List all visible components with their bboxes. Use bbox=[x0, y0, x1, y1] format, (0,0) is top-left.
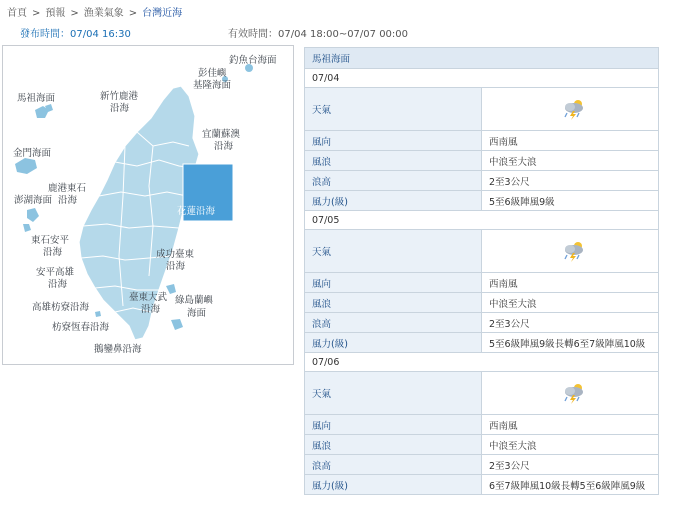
wind-dir-value: 西南風 bbox=[482, 131, 659, 151]
wind-force-label: 風力(級) bbox=[305, 475, 482, 495]
weather-cell bbox=[482, 372, 659, 415]
wind-dir-value: 西南風 bbox=[482, 415, 659, 435]
wind-dir-label: 風向 bbox=[305, 273, 482, 293]
breadcrumb-fishery-weather[interactable]: 漁業氣象 bbox=[83, 8, 124, 19]
penghu-island-icon bbox=[27, 208, 39, 222]
taiwan-map-svg bbox=[3, 46, 293, 364]
label-pengjiayu[interactable]: 彭佳嶼 bbox=[198, 68, 227, 79]
label-anping-kaohsiung[interactable]: 安平高雄 bbox=[36, 267, 75, 278]
label-green-island-lanyu[interactable]: 綠島蘭嶼 bbox=[175, 295, 214, 306]
wind-dir-label: 風向 bbox=[305, 415, 482, 435]
label-penghu[interactable]: 澎湖海面 bbox=[14, 195, 53, 206]
forecast-date: 07/04 bbox=[305, 69, 659, 88]
wave-value: 中浪至大浪 bbox=[482, 151, 659, 171]
forecast-area-title: 馬祖海面 bbox=[305, 48, 659, 69]
label-kinmen[interactable]: 金門海面 bbox=[13, 148, 52, 159]
weather-cell bbox=[482, 230, 659, 273]
label-yilan-suao[interactable]: 宜蘭蘇澳 bbox=[202, 129, 241, 140]
breadcrumb bbox=[7, 4, 182, 19]
wind-force-value: 6至7級陣風10級長轉5至6級陣風9級 bbox=[482, 475, 659, 495]
wave-height-label: 浪高 bbox=[305, 171, 482, 191]
breadcrumb-separator: > bbox=[32, 8, 41, 19]
label-hsinchu-lugang-coast[interactable]: 沿海 bbox=[110, 103, 130, 114]
thunderstorm-icon bbox=[560, 381, 588, 405]
label-hualien[interactable]: 花蓮沿海 bbox=[177, 206, 216, 217]
weather-label: 天氣 bbox=[305, 372, 482, 415]
wave-value: 中浪至大浪 bbox=[482, 435, 659, 455]
label-lugang-dongshi[interactable]: 鹿港東石 bbox=[48, 183, 87, 194]
label-dongshi-anping[interactable]: 東石安平 bbox=[31, 235, 70, 246]
label-kaohsiung-fangliao[interactable]: 高雄枋寮沿海 bbox=[32, 302, 90, 313]
lanyu-island-icon bbox=[171, 319, 183, 330]
label-diaoyutai[interactable]: 釣魚台海面 bbox=[229, 55, 277, 66]
forecast-date: 07/05 bbox=[305, 211, 659, 230]
breadcrumb-home[interactable]: 首頁 bbox=[7, 8, 27, 19]
kinmen-island-icon bbox=[15, 158, 37, 174]
label-yilan-suao-coast[interactable]: 沿海 bbox=[214, 141, 234, 152]
thunderstorm-icon bbox=[560, 239, 588, 263]
wind-dir-label: 風向 bbox=[305, 131, 482, 151]
label-chenggong-taitung-coast[interactable]: 沿海 bbox=[166, 261, 186, 272]
liuqiu-island-icon bbox=[95, 311, 101, 317]
breadcrumb-separator: > bbox=[128, 8, 138, 19]
wave-value: 中浪至大浪 bbox=[482, 293, 659, 313]
label-chenggong-taitung[interactable]: 成功臺東 bbox=[156, 249, 195, 260]
label-hsinchu-lugang[interactable]: 新竹鹿港 bbox=[100, 91, 139, 102]
breadcrumb-separator: > bbox=[70, 8, 79, 19]
weather-cell bbox=[482, 88, 659, 131]
label-green-island-lanyu-sea[interactable]: 海面 bbox=[187, 308, 207, 319]
wave-label: 風浪 bbox=[305, 151, 482, 171]
wave-height-value: 2至3公尺 bbox=[482, 171, 659, 191]
green-island-icon bbox=[166, 284, 176, 294]
wave-label: 風浪 bbox=[305, 435, 482, 455]
wave-label: 風浪 bbox=[305, 293, 482, 313]
wave-height-value: 2至3公尺 bbox=[482, 313, 659, 333]
sea-area-map bbox=[2, 45, 294, 365]
label-matsu[interactable]: 馬祖海面 bbox=[17, 93, 56, 104]
breadcrumb-forecast[interactable]: 預報 bbox=[45, 8, 66, 19]
wind-force-value: 5至6級陣風9級 bbox=[482, 191, 659, 211]
weather-label: 天氣 bbox=[305, 230, 482, 273]
forecast-table bbox=[304, 47, 659, 495]
wind-force-value: 5至6級陣風9級長轉6至7級陣風10級 bbox=[482, 333, 659, 353]
wind-dir-value: 西南風 bbox=[482, 273, 659, 293]
issue-time: 發布時間：07/04 16:30 bbox=[20, 29, 131, 40]
label-keelung[interactable]: 基隆海面 bbox=[193, 80, 232, 91]
breadcrumb-taiwan-offshore[interactable]: 台灣近海 bbox=[142, 8, 183, 19]
wind-force-label: 風力(級) bbox=[305, 333, 482, 353]
label-taitung-dawu-coast[interactable]: 沿海 bbox=[141, 304, 161, 315]
label-anping-kaohsiung-coast[interactable]: 沿海 bbox=[48, 279, 68, 290]
label-fangliao-hengchun[interactable]: 枋寮恆春沿海 bbox=[52, 322, 110, 333]
forecast-date: 07/06 bbox=[305, 353, 659, 372]
wind-force-label: 風力(級) bbox=[305, 191, 482, 211]
label-eluanbi[interactable]: 鵝鑾鼻沿海 bbox=[94, 344, 142, 355]
wave-height-label: 浪高 bbox=[305, 313, 482, 333]
weather-label: 天氣 bbox=[305, 88, 482, 131]
wave-height-value: 2至3公尺 bbox=[482, 455, 659, 475]
wave-height-label: 浪高 bbox=[305, 455, 482, 475]
label-taitung-dawu[interactable]: 臺東大武 bbox=[129, 292, 168, 303]
thunderstorm-icon bbox=[560, 97, 588, 121]
valid-time: 有效時間：07/04 18:00~07/07 00:00 bbox=[228, 29, 409, 40]
label-lugang-dongshi-coast[interactable]: 沿海 bbox=[58, 195, 78, 206]
label-dongshi-anping-coast[interactable]: 沿海 bbox=[43, 247, 63, 258]
